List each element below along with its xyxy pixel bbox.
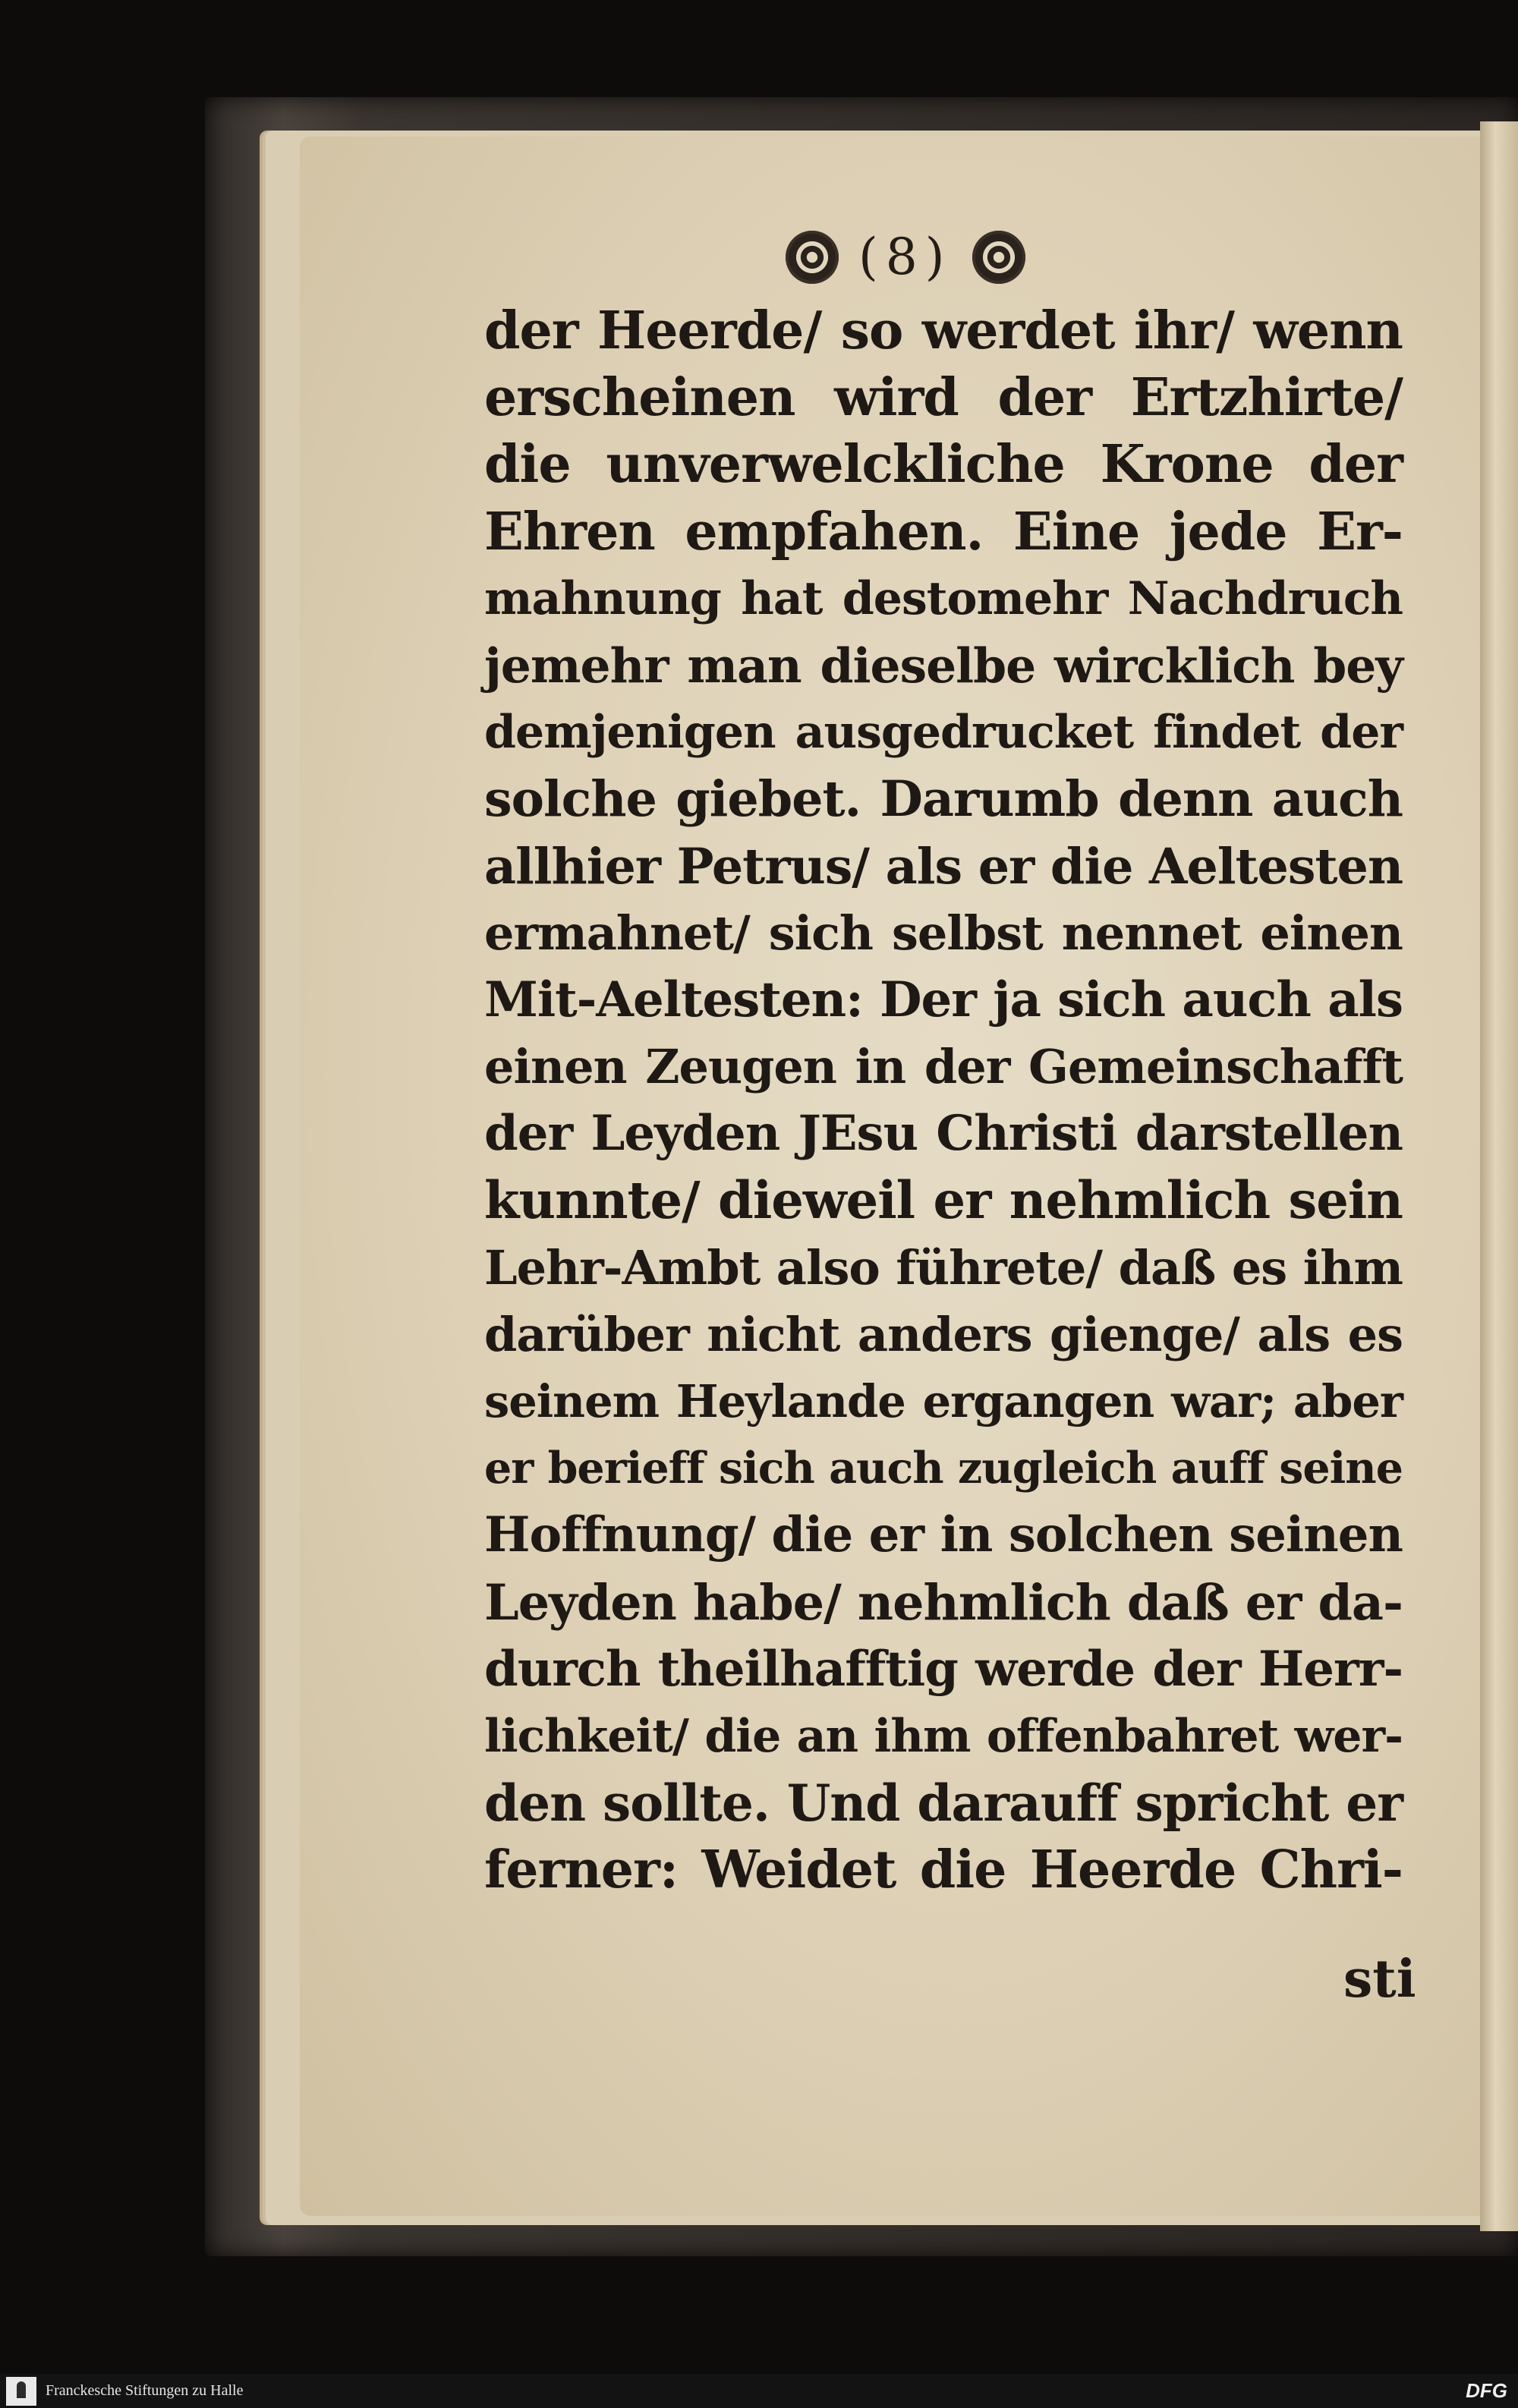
text-line: lichkeit/ die an ihm offenbahret wer- [484,1709,1403,1763]
text-line: Leyden habe/ nehmlich daß er da- [484,1573,1403,1632]
text-line: demjenigen ausgedrucket findet der [484,706,1403,760]
institution-name: Franckesche Stiftungen zu Halle [46,2382,244,2399]
text-line: kunnte/ dieweil er nehmlich sein [484,1170,1403,1231]
text-line: Ehren empfahen. Eine jede Er- [484,501,1403,562]
text-line: solche giebet. Darumb denn auch [484,770,1403,829]
text-line: Hoffnung/ die er in solchen seinen [484,1506,1403,1564]
text-line: mahnung hat destomehr Nachdruch [484,571,1403,625]
rosette-ornament-icon [786,231,839,284]
viewer-footer [0,2374,1518,2408]
text-line: der Heerde/ so werdet ihr/ wenn [484,301,1403,361]
page-header [786,228,1025,286]
text-line: darüber nicht anders gienge/ als es [484,1306,1403,1362]
text-line: durch theilhafftig werde der Herr- [484,1640,1403,1698]
text-line: erscheinen wird der Ertzhirte/ [484,367,1403,429]
page-number: (8) [858,228,953,286]
text-line: der Leyden JEsu Christi darstellen [484,1105,1403,1163]
footer-branding [0,2377,243,2406]
text-line: ferner: Weidet die Heerde Chri- [484,1840,1403,1901]
text-line: er berieff sich auch zugleich auff seine [484,1443,1403,1494]
book-gutter [1480,121,1518,2231]
text-line: Lehr-Ambt also führete/ daß es ihm [484,1239,1403,1295]
franckesche-logo-icon[interactable] [6,2377,36,2406]
dfg-logo[interactable]: DFG [1466,2379,1507,2402]
body-text [484,297,1403,1904]
catchword: sti [1343,1949,1416,2010]
text-line: allhier Petrus/ als er die Aeltesten [484,837,1403,896]
text-line: den sollte. Und darauff spricht er [484,1774,1403,1834]
text-line: seinem Heylande ergangen war; aber [484,1375,1403,1427]
rosette-ornament-icon [972,231,1025,284]
text-line: Mit-Aeltesten: Der ja sich auch als [484,971,1403,1028]
text-line: ermahnet/ sich selbst nennet einen [484,905,1403,961]
text-line: einen Zeugen in der Gemeinschafft [484,1039,1403,1095]
text-line: jemehr man dieselbe wircklich bey [484,637,1403,694]
text-line: die unverwelckliche Krone der [484,434,1403,496]
